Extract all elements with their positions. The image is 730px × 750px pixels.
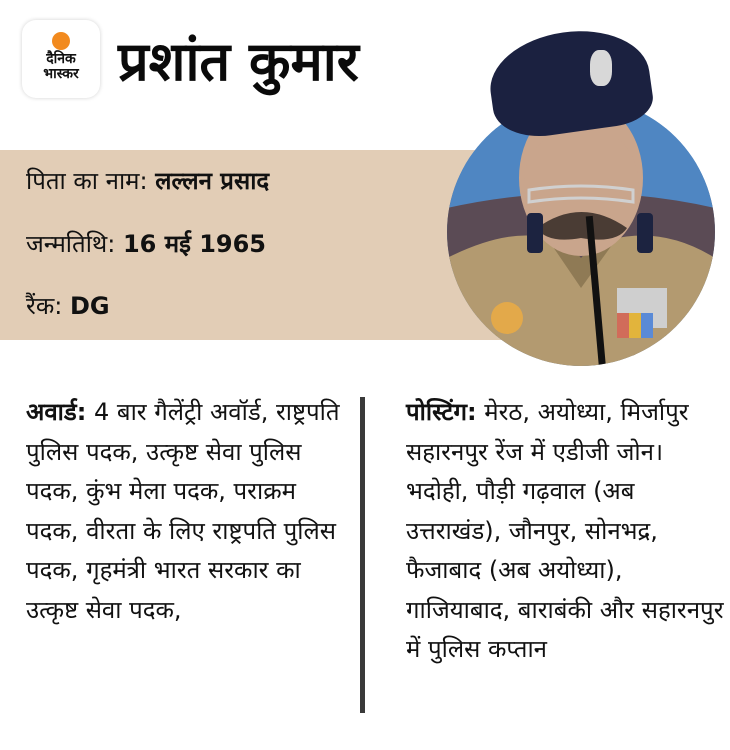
dainik-bhaskar-logo [22,20,100,98]
postings-label: पोस्टिंग: [406,398,477,426]
awards-section [26,393,346,630]
column-divider [360,397,365,713]
sun-icon [52,32,70,50]
postings-text: मेरठ, अयोध्या, मिर्जापुर सहारनपुर रेंज में एडीजी जोन। भदोही, पौड़ी गढ़वाल (अब उत्तराखंड), जौनपुर, सोनभद्र, फैजाबाद (अब अयोध्या), गाजियाबाद, बाराबंकी और सहारनपुर में पुलिस कप्तान [406,398,724,663]
rank-row [26,290,110,322]
birthdate-label: जन्मतिथि: [26,230,116,258]
logo-text-line2: भास्कर [43,66,79,82]
birthdate-row [26,228,266,260]
postings-section [406,393,726,670]
rank-value: DG [69,292,110,320]
officer-portrait-icon [447,98,715,366]
logo-text-line1: दैनिक [46,51,76,67]
cap-badge-icon [590,50,612,86]
father-name-label: पिता का नाम: [26,167,148,195]
birthdate-value: 16 मई 1965 [122,230,267,258]
awards-label: अवार्ड: [26,398,87,426]
father-name-row [26,165,269,197]
page-title: प्रशांत कुमार [118,30,359,93]
awards-text: 4 बार गैलेंट्री अवॉर्ड, राष्ट्रपति पुलिस पदक, उत्कृष्ट सेवा पुलिस पदक, कुंभ मेला पदक, पराक्रम पदक, वीरता के लिए राष्ट्रपति पुलिस पदक, गृहमंत्री भारत सरकार का उत्कृष्ट सेवा पदक, [26,398,340,624]
rank-label: रैंक: [26,292,63,320]
father-name-value: लल्लन प्रसाद [155,167,270,195]
officer-photo [447,98,715,366]
